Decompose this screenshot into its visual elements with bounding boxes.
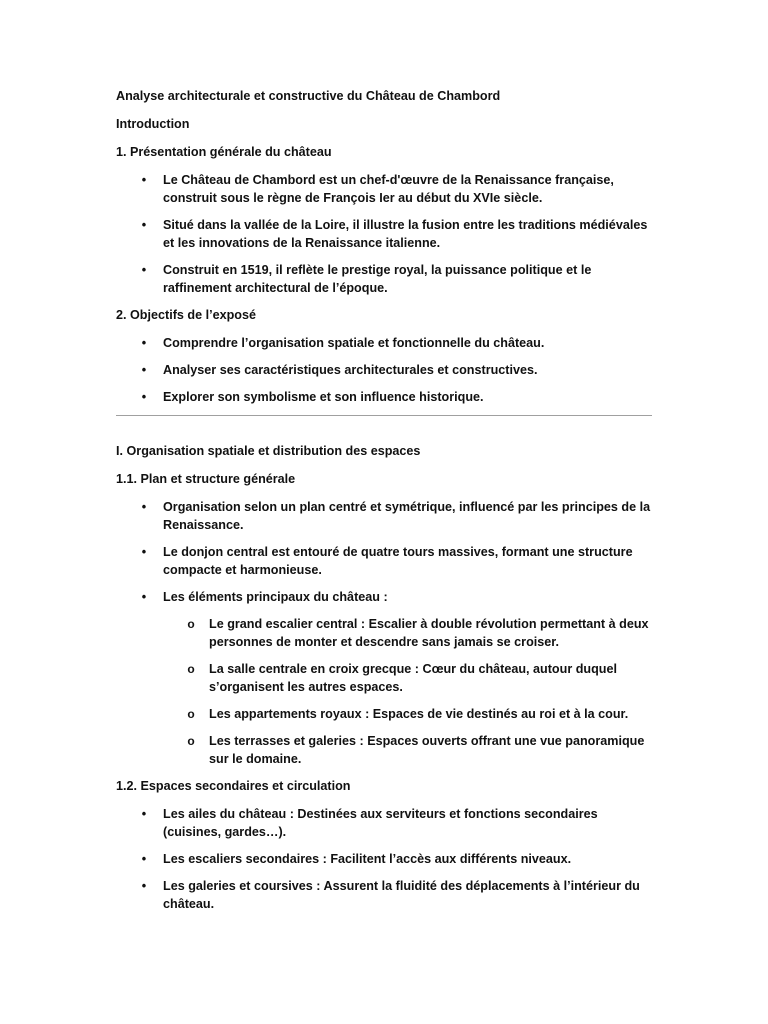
horizontal-divider: [116, 415, 652, 416]
bullet-icon: •: [141, 173, 147, 187]
list-item: [116, 850, 652, 868]
list-item: [116, 216, 652, 252]
section-1-heading: 1. Présentation générale du château: [116, 145, 332, 159]
list-item: [116, 588, 652, 606]
sublist-item-text: Les terrasses et galeries : Espaces ouverts offrant une vue panoramique sur le domaine.: [209, 734, 645, 766]
sublist-item-text: Le grand escalier central : Escalier à double révolution permettant à deux personnes de monter et descendre sans jamais se croiser.: [209, 617, 649, 649]
list-item-text: Les galeries et coursives : Assurent la fluidité des déplacements à l’intérieur du château.: [163, 879, 640, 911]
list-item-text: Le Château de Chambord est un chef-d'œuvre de la Renaissance française, construit sous le règne de François Ier au début du XVIe siècle.: [163, 173, 614, 205]
sublist-item: [116, 660, 652, 696]
subsection-1-1-list: [116, 498, 652, 606]
subsection-1-1-sublist: [116, 615, 652, 768]
bullet-icon: •: [141, 852, 147, 866]
bullet-icon: •: [141, 590, 147, 604]
list-item: [116, 261, 652, 297]
bullet-icon: •: [141, 500, 147, 514]
list-item: [116, 498, 652, 534]
circle-bullet-icon: o: [187, 662, 195, 676]
bullet-icon: •: [141, 263, 147, 277]
section-1-list: [116, 171, 652, 297]
document-title: Analyse architecturale et constructive du Château de Chambord: [116, 89, 501, 103]
bullet-icon: •: [141, 545, 147, 559]
sublist-item: [116, 615, 652, 651]
list-item-text: Le donjon central est entouré de quatre tours massives, formant une structure compacte et harmonieuse.: [163, 545, 633, 577]
sublist-item-text: Les appartements royaux : Espaces de vie destinés au roi et à la cour.: [209, 707, 629, 721]
bullet-icon: •: [141, 807, 147, 821]
list-item-text: Les éléments principaux du château :: [163, 590, 388, 604]
document-body: [116, 87, 652, 922]
sublist-item-text: La salle centrale en croix grecque : Cœur du château, autour duquel s’organisent les autres espaces.: [209, 662, 617, 694]
list-item-text: Comprendre l’organisation spatiale et fonctionnelle du château.: [163, 336, 545, 350]
subsection-1-2-list: [116, 805, 652, 913]
circle-bullet-icon: o: [187, 707, 195, 721]
sublist-item: [116, 705, 652, 723]
list-item-text: Construit en 1519, il reflète le prestige royal, la puissance politique et le raffinement architectural de l’époque.: [163, 263, 592, 295]
list-item: [116, 171, 652, 207]
bullet-icon: •: [141, 218, 147, 232]
list-item-text: Explorer son symbolisme et son influence historique.: [163, 390, 484, 404]
list-item: [116, 543, 652, 579]
circle-bullet-icon: o: [187, 734, 195, 748]
subsection-1-1-heading: 1.1. Plan et structure générale: [116, 472, 296, 486]
part-i-heading: I. Organisation spatiale et distribution des espaces: [116, 444, 421, 458]
introduction-heading: Introduction: [116, 117, 190, 131]
bullet-icon: •: [141, 363, 147, 377]
bullet-icon: •: [141, 336, 147, 350]
sublist-item: [116, 732, 652, 768]
list-item-text: Organisation selon un plan centré et symétrique, influencé par les principes de la Renaissance.: [163, 500, 651, 532]
list-item-text: Analyser ses caractéristiques architecturales et constructives.: [163, 363, 538, 377]
list-item-text: Situé dans la vallée de la Loire, il illustre la fusion entre les traditions médiévales et les innovations de la Renaissance italienne.: [163, 218, 648, 250]
list-item-text: Les ailes du château : Destinées aux serviteurs et fonctions secondaires (cuisines, gardes…).: [163, 807, 598, 839]
bullet-icon: •: [141, 879, 147, 893]
list-item-text: Les escaliers secondaires : Facilitent l’accès aux différents niveaux.: [163, 852, 572, 866]
bullet-icon: •: [141, 390, 147, 404]
list-item: [116, 805, 652, 841]
list-item: [116, 334, 652, 352]
section-2-list: [116, 334, 652, 406]
section-2-heading: 2. Objectifs de l’exposé: [116, 308, 256, 322]
circle-bullet-icon: o: [187, 617, 195, 631]
list-item: [116, 361, 652, 379]
subsection-1-2-heading: 1.2. Espaces secondaires et circulation: [116, 779, 351, 793]
list-item: [116, 877, 652, 913]
list-item: [116, 388, 652, 406]
